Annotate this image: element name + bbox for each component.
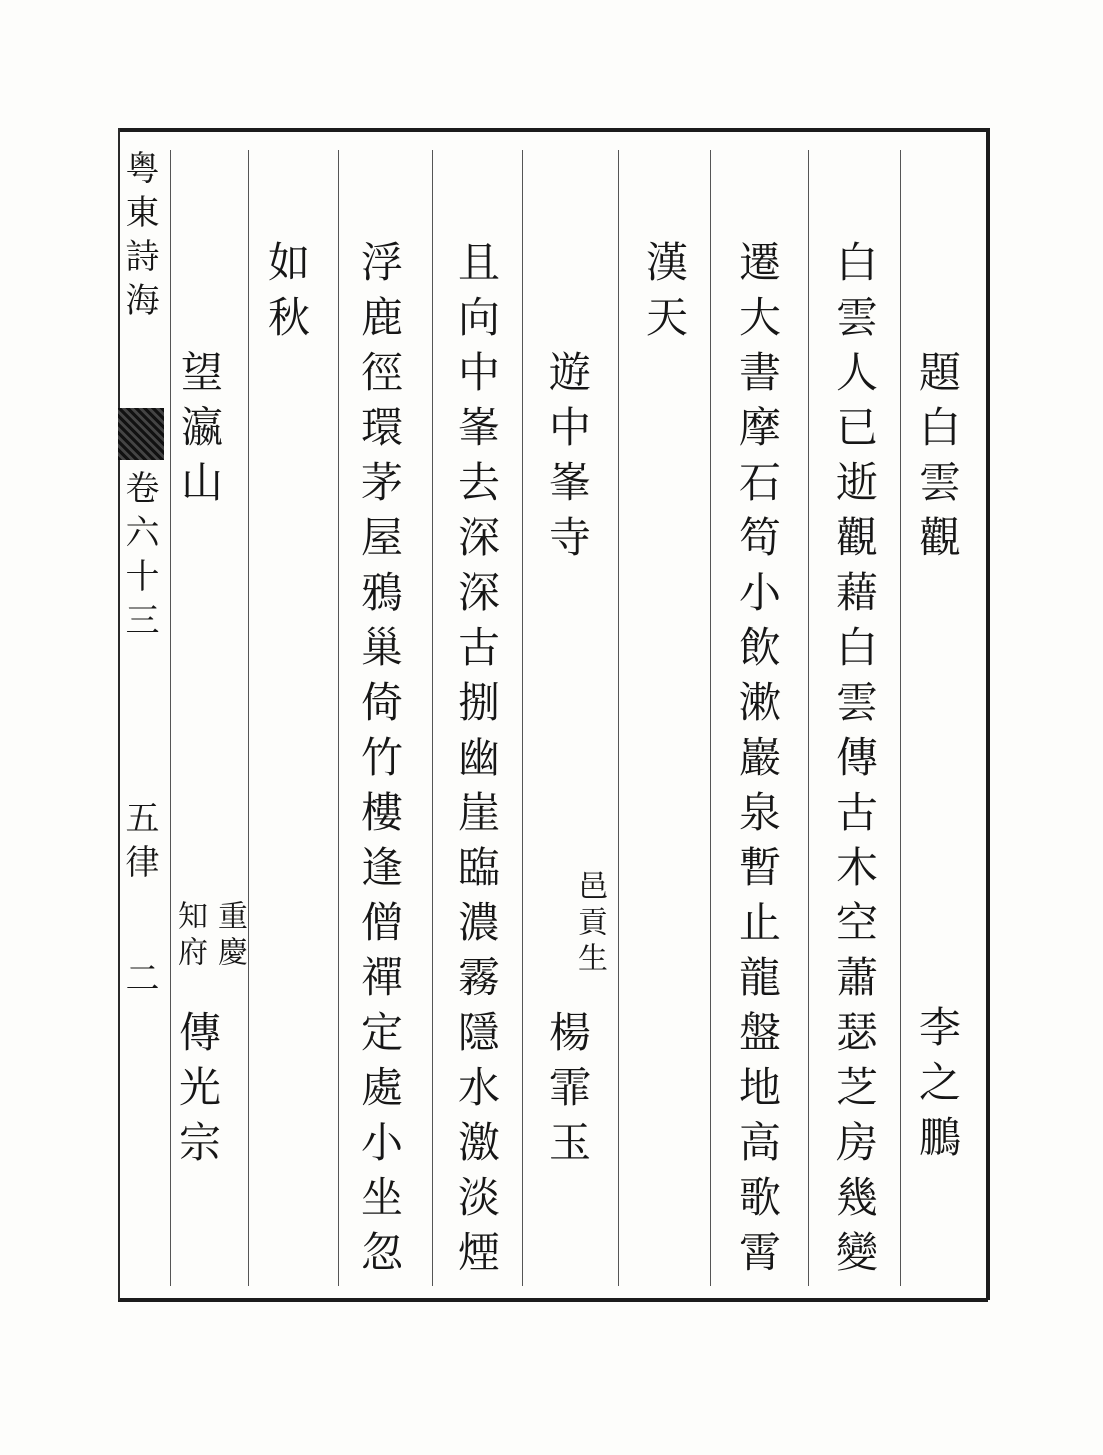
column-divider (248, 150, 249, 1286)
ink-block-mark (118, 408, 164, 460)
poem-author-note: 邑貢生 (572, 870, 607, 978)
poem-line: 遷大書摩石笱小飲漱巖泉暫止龍盤地高歌霄 (733, 240, 782, 1285)
margin-book-title: 粤東詩海 (119, 150, 159, 326)
column-divider (808, 150, 809, 1286)
margin-volume: 卷六十三 (119, 470, 159, 646)
frame-top-rule (118, 128, 988, 132)
column-divider (710, 150, 711, 1286)
poem-title: 望瀛山 (175, 350, 224, 515)
frame-right-rule (986, 128, 990, 1300)
column-divider (432, 150, 433, 1286)
column-divider (522, 150, 523, 1286)
poem-line: 白雲人已逝觀藉白雲傳古木空蕭瑟芝房幾變 (830, 240, 879, 1285)
poem-line: 漢天 (640, 240, 689, 350)
poem-author: 楊霏玉 (543, 1010, 592, 1175)
column-divider (338, 150, 339, 1286)
poem-title: 遊中峯寺 (543, 350, 592, 570)
poem-line: 浮鹿徑環茅屋鴉巢倚竹樓逢僧禪定處小坐忽 (355, 240, 404, 1285)
poem-title: 題白雲觀 (913, 350, 962, 570)
margin-page-number: 二 (119, 960, 159, 1004)
column-divider (170, 150, 171, 1286)
poem-line: 如秋 (262, 240, 311, 350)
frame-bottom-rule (118, 1298, 988, 1302)
column-divider (900, 150, 901, 1286)
poem-line: 且向中峯去深深古捌幽崖臨濃霧隱水激淡煙 (452, 240, 501, 1285)
column-divider (618, 150, 619, 1286)
poem-author-note: 重慶 (212, 900, 247, 972)
poem-author: 傳光宗 (173, 1010, 222, 1175)
margin-genre: 五律 (119, 800, 159, 888)
poem-author-note: 知府 (172, 900, 207, 972)
poem-author: 李之鵬 (913, 1005, 962, 1170)
